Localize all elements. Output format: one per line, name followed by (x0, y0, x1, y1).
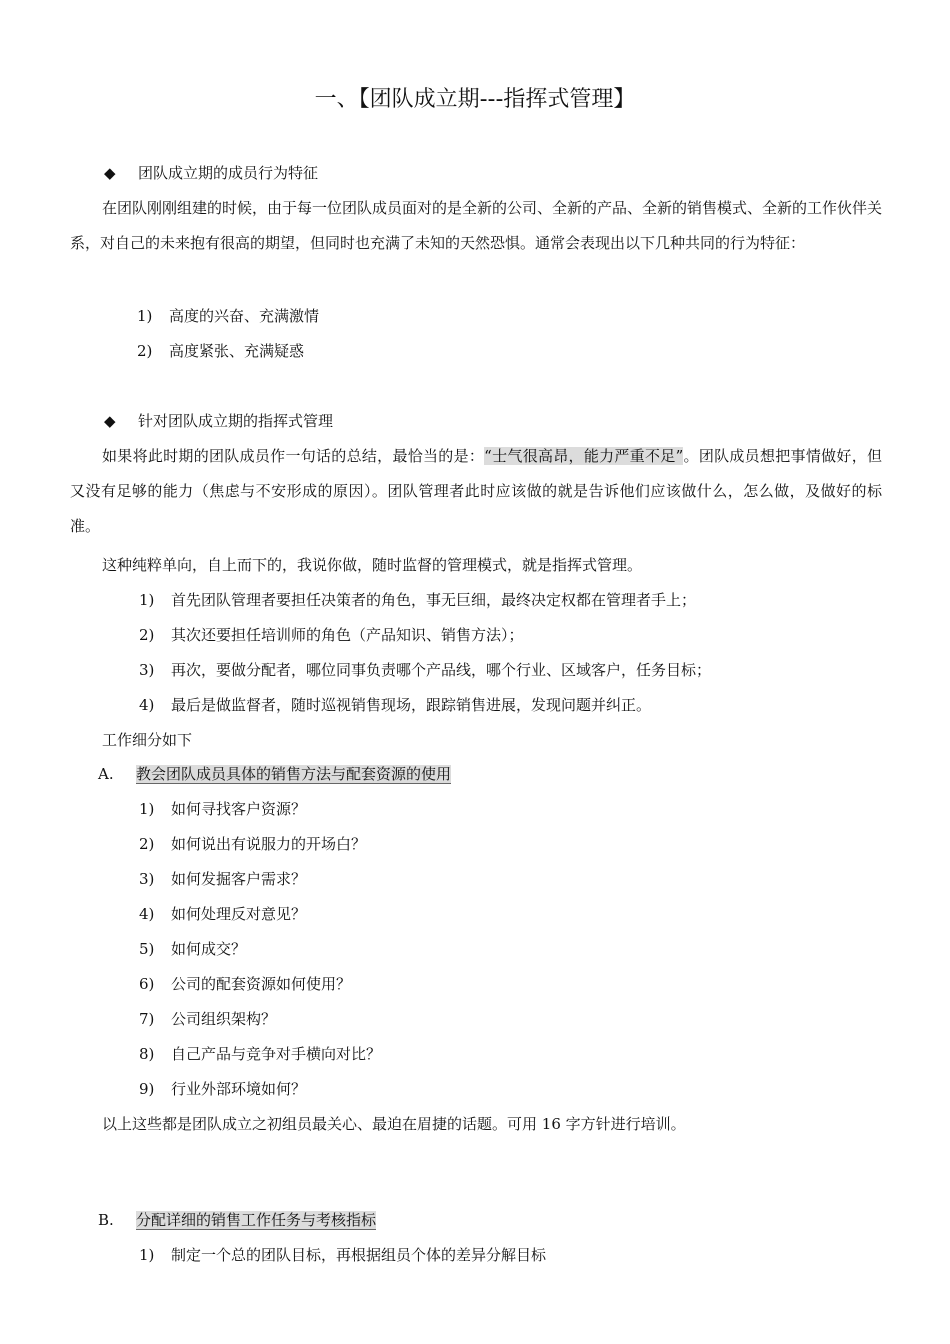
list-item: 4) 最后是做监督者，随时巡视销售现场，跟踪销售进展，发现问题并纠正。 (139, 696, 652, 714)
list-item: 8) 自己产品与竞争对手横向对比？ (139, 1045, 382, 1063)
list-item: 2) 高度紧张、充满疑惑 (137, 342, 305, 360)
paragraph: 工作细分如下 (102, 731, 193, 749)
diamond-bullet-icon: ◆ (104, 412, 116, 430)
diamond-bullet-icon: ◆ (104, 164, 116, 182)
list-item: 3) 如何发掘客户需求？ (139, 870, 307, 888)
list-item: 5) 如何成交？ (139, 940, 247, 958)
subsection-heading-a: A. 教会团队成员具体的销售方法与配套资源的使用 (98, 765, 452, 783)
list-item: 1) 制定一个总的团队目标，再根据组员个体的差异分解目标 (139, 1246, 547, 1264)
subsection-heading-text: 教会团队成员具体的销售方法与配套资源的使用 (136, 765, 452, 783)
section-heading-1 (104, 162, 318, 184)
section-heading-text: 团队成立期的成员行为特征 (138, 164, 319, 182)
list-item: 1) 首先团队管理者要担任决策者的角色，事无巨细，最终决定权都在管理者手上； (139, 591, 697, 609)
paragraph: 在团队刚刚组建的时候，由于每一位团队成员面对的是全新的公司、全新的产品、全新的销售模式、全新的工作伙伴关系，对自己的未来抱有很高的期望，但同时也充满了未知的天然恐惧。通常会表现出以下几种共同的行为特征： (70, 199, 883, 252)
paragraph: 如果将此时期的团队成员作一句话的总结，最恰当的是：“士气很高昂，能力严重不足”。团队成员想把事情做好，但又没有足够的能力（焦虑与不安形成的原因）。团队管理者此时应该做的就是告诉他们应该做什么，怎么做，及做好的标准。 (70, 447, 882, 535)
section-heading-text: 针对团队成立期的指挥式管理 (138, 412, 334, 430)
list-item: 2) 如何说出有说服力的开场白？ (139, 835, 367, 853)
highlighted-quote: “士气很高昂，能力严重不足” (484, 447, 684, 465)
paragraph: 以上这些都是团队成立之初组员最关心、最迫在眉捷的话题。可用 16 字方针进行培训。 (102, 1115, 686, 1133)
subsection-heading-b: B. 分配详细的销售工作任务与考核指标 (98, 1211, 377, 1229)
list-item: 2) 其次还要担任培训师的角色（产品知识、销售方法）； (139, 626, 524, 644)
page-title: 一、【团队成立期---指挥式管理】 (314, 87, 636, 112)
list-item: 1) 高度的兴奋、充满激情 (137, 307, 320, 325)
list-item: 9) 行业外部环境如何？ (139, 1080, 307, 1098)
list-item: 3) 再次，要做分配者，哪位同事负责哪个产品线，哪个行业、区域客户，任务目标； (139, 661, 712, 679)
paragraph: 这种纯粹单向，自上而下的，我说你做，随时监督的管理模式，就是指挥式管理。 (102, 556, 643, 574)
list-item: 4) 如何处理反对意见？ (139, 905, 307, 923)
list-item: 1) 如何寻找客户资源？ (139, 800, 307, 818)
subsection-heading-text: 分配详细的销售工作任务与考核指标 (136, 1211, 377, 1229)
list-item: 7) 公司组织架构？ (139, 1010, 277, 1028)
section-heading-2 (104, 410, 333, 432)
list-item: 6) 公司的配套资源如何使用？ (139, 975, 352, 993)
